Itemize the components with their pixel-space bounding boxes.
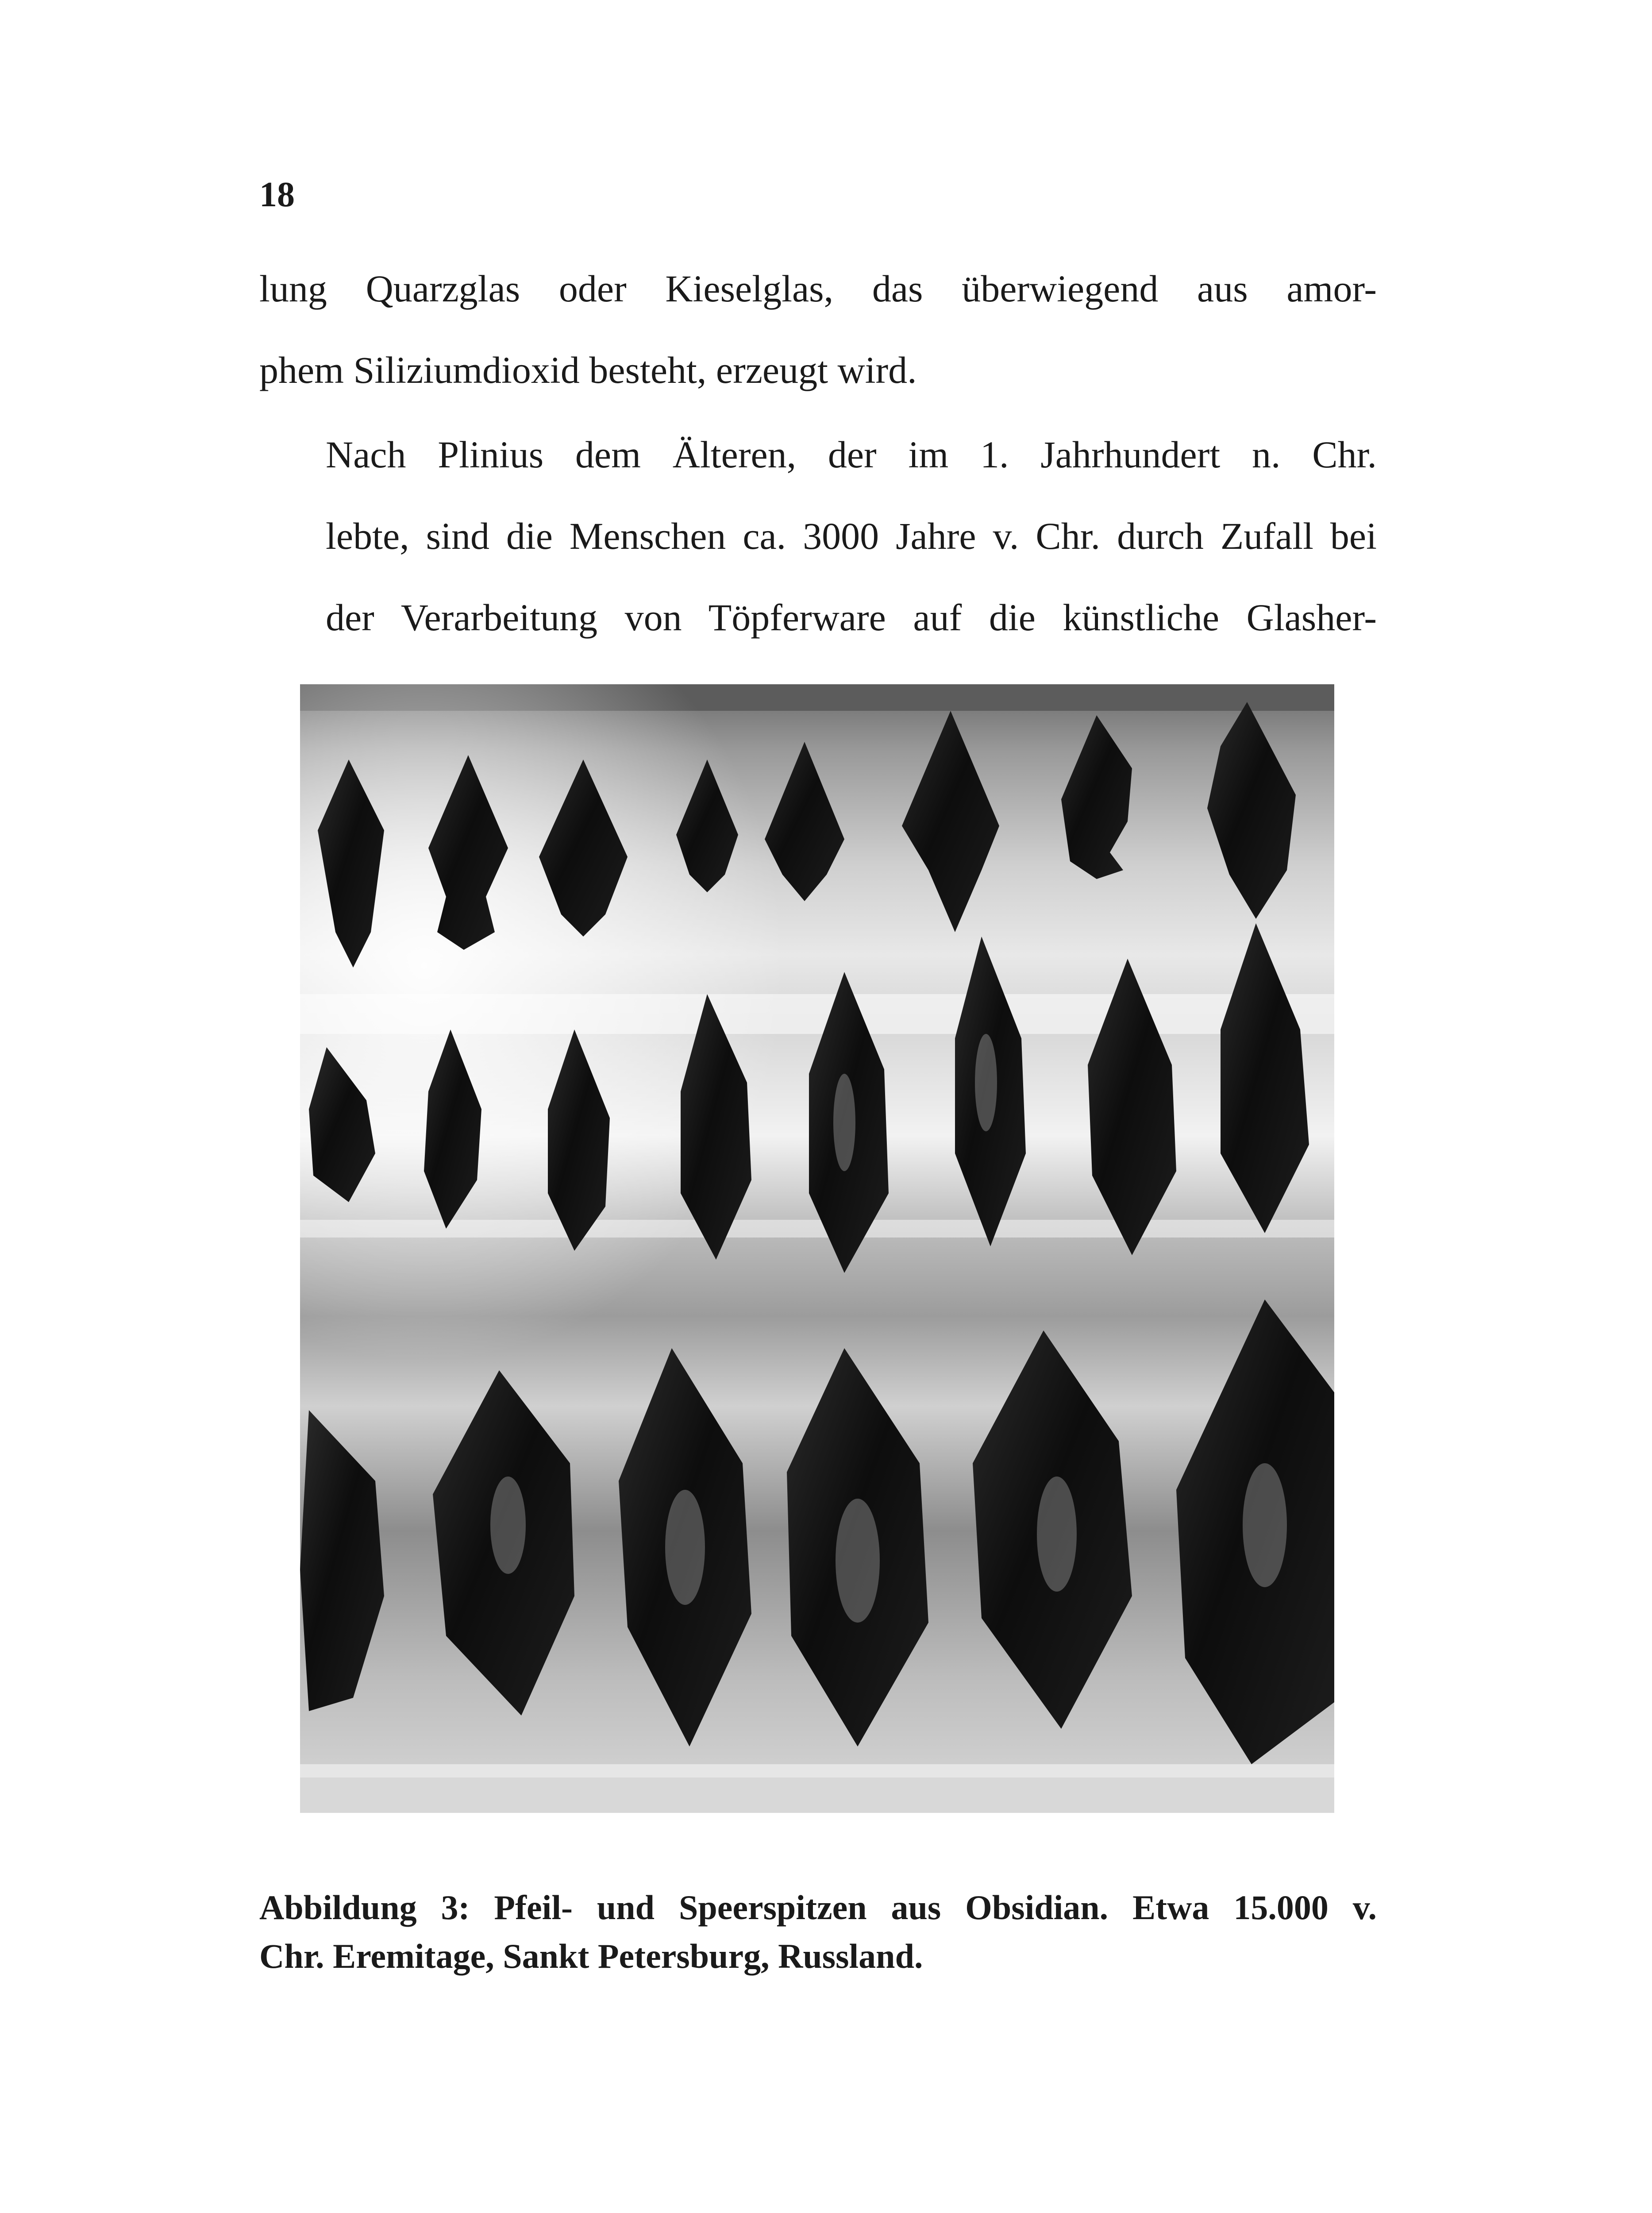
- highlight: [836, 1499, 880, 1623]
- paragraph-1: [259, 248, 1377, 411]
- highlight: [665, 1490, 705, 1605]
- obsidian-arrowheads-photo: [300, 684, 1334, 1813]
- highlight: [490, 1477, 526, 1574]
- text-line: Nach Plinius dem Älteren, der im 1. Jahrhundert n. Chr.: [326, 433, 1377, 476]
- paragraph-2: [259, 414, 1377, 658]
- highlight: [1243, 1463, 1287, 1587]
- highlight: [833, 1074, 855, 1171]
- text-line: der Verarbeitung von Töpferware auf die künstliche Glasher-: [326, 596, 1377, 639]
- figure-caption: [259, 1883, 1377, 1981]
- page-number: 18: [259, 175, 295, 214]
- photo-illustration: [300, 684, 1334, 1813]
- text-line: phem Siliziumdioxid besteht, erzeugt wird.: [259, 349, 917, 391]
- caption-line: Abbildung 3: Pfeil- und Speerspitzen aus Obsidian. Etwa 15.000 v.: [259, 1888, 1377, 1927]
- text-line: lebte, sind die Menschen ca. 3000 Jahre v. Chr. durch Zufall bei: [326, 515, 1377, 557]
- highlight: [975, 1034, 997, 1131]
- highlight: [1037, 1477, 1077, 1592]
- caption-line: Chr. Eremitage, Sankt Petersburg, Russland.: [259, 1937, 923, 1975]
- text-line: lung Quarzglas oder Kieselglas, das überwiegend aus amor-: [259, 267, 1377, 310]
